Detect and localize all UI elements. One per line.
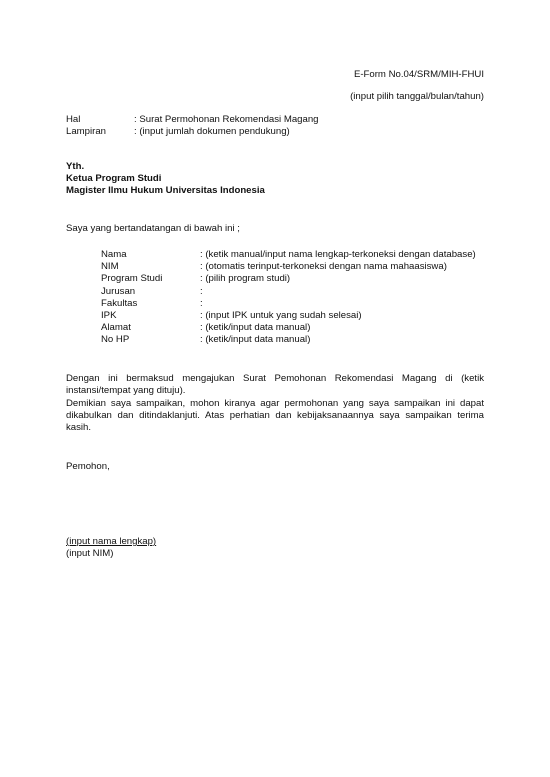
field-label: Jurusan [101, 286, 136, 297]
field-row-jurusan [101, 286, 203, 298]
field-label: IPK [101, 310, 117, 321]
field-value: : (pilih program studi) [200, 273, 291, 284]
meta-label: Hal [66, 114, 81, 125]
field-row-nama [101, 249, 476, 261]
intro-text: Saya yang bertandatangan di bawah ini ; [66, 223, 240, 234]
field-value: : (ketik/input data manual) [200, 334, 311, 345]
field-value: : (otomatis terinput-terkoneksi dengan nama mahaasiswa) [200, 261, 447, 272]
meta-value: : Surat Permohonan Rekomendasi Magang [134, 114, 319, 125]
field-row-alamat [101, 322, 310, 334]
field-value: : [200, 298, 203, 309]
meta-row-lampiran [66, 126, 290, 138]
field-row-ipk [101, 310, 362, 322]
date-placeholder: (input pilih tanggal/bulan/tahun) [350, 91, 484, 102]
field-row-fakultas [101, 298, 203, 310]
field-value: : [200, 286, 203, 297]
meta-value: : (input jumlah dokumen pendukung) [134, 126, 290, 137]
field-label: NIM [101, 261, 119, 272]
field-label: Program Studi [101, 273, 163, 284]
field-value: : (ketik/input data manual) [200, 322, 311, 333]
recipient-line-2: Magister Ilmu Hukum Universitas Indonesia [66, 185, 265, 196]
form-number: E-Form No.04/SRM/MIH-FHUI [353, 69, 484, 80]
meta-label: Lampiran [66, 126, 106, 137]
field-value: : (ketik manual/input nama lengkap-terkoneksi dengan database) [200, 249, 476, 260]
signatory-nim-placeholder: (input NIM) [66, 548, 114, 559]
field-row-program-studi [101, 273, 290, 285]
field-row-no-hp [101, 334, 310, 346]
signatory-name-placeholder: (input nama lengkap) [66, 536, 157, 547]
field-label: Alamat [101, 322, 131, 333]
field-label: Nama [101, 249, 127, 260]
body-paragraph-2: Demikian saya sampaikan, mohon kiranya agar permohonan yang saya sampaikan ini dapat dikabulkan dan ditindaklanjuti. Atas perhatian dan kebijaksanaannya saya sampaikan terima kasih. [66, 398, 484, 433]
field-value: : (input IPK untuk yang sudah selesai) [200, 310, 362, 321]
field-label: Fakultas [101, 298, 138, 309]
recipient-line-1: Ketua Program Studi [66, 173, 162, 184]
field-label: No HP [101, 334, 130, 345]
salutation: Yth. [66, 161, 85, 172]
field-row-nim [101, 261, 447, 273]
meta-row-hal [66, 114, 319, 126]
body-paragraph-1: Dengan ini bermaksud mengajukan Surat Pemohonan Rekomendasi Magang di (ketik instansi/tempat yang dituju). [66, 373, 484, 396]
closing-label: Pemohon, [66, 461, 110, 472]
